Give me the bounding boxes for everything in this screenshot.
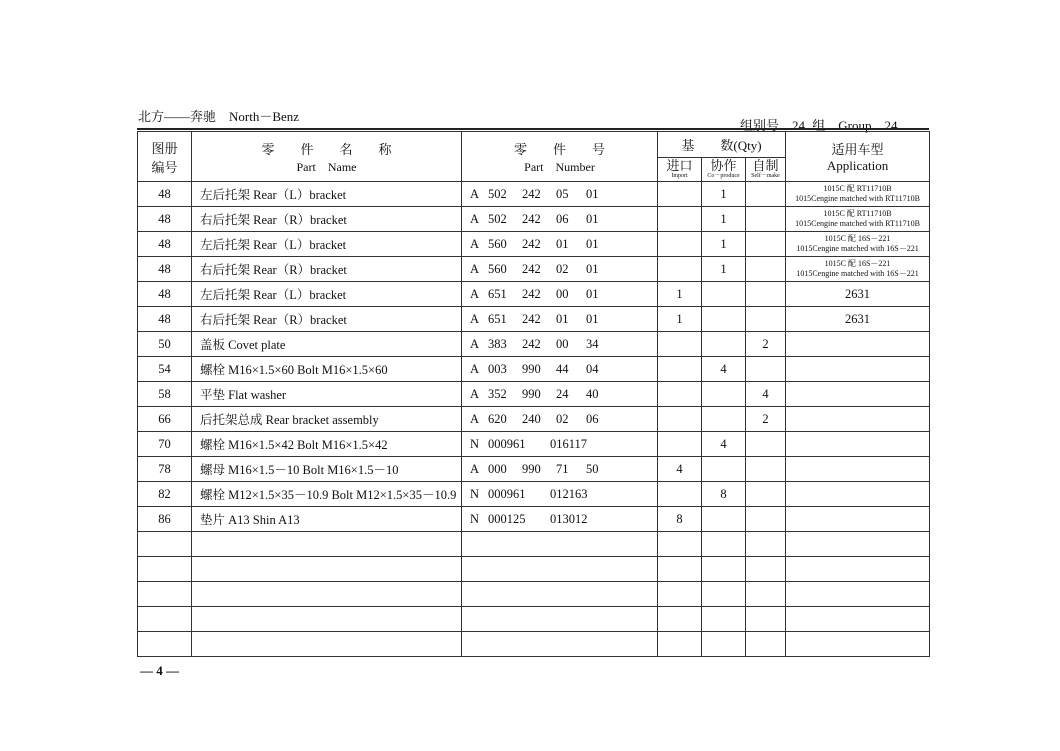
- qty-import-cell: 1: [658, 307, 702, 332]
- fig-number-cell: 54: [138, 357, 192, 382]
- qty-coproduce-cell: 4: [702, 357, 746, 382]
- qty-import-cell: [658, 432, 702, 457]
- part-number-segment: 242: [522, 261, 541, 276]
- qty-coproduce-cell: 1: [702, 207, 746, 232]
- qty-self-make-cell: [746, 257, 786, 282]
- part-name-cell: 垫片 A13 Shin A13: [192, 507, 462, 532]
- part-name-cell: 左后托架 Rear（L）bracket: [192, 182, 462, 207]
- empty-cell: [746, 557, 786, 582]
- part-number-cell: [462, 282, 658, 307]
- application-line-2: 1015Cengine matched with 16S－221: [796, 269, 919, 278]
- empty-cell: [138, 532, 192, 557]
- part-number-segment: 651: [488, 286, 507, 301]
- part-number-prefix: A: [470, 261, 480, 276]
- empty-table-row: [138, 532, 930, 557]
- part-number-segment: 003: [488, 361, 507, 376]
- table-row: [138, 407, 930, 432]
- table-row: [138, 232, 930, 257]
- qty-coproduce-cell: 4: [702, 432, 746, 457]
- empty-cell: [746, 582, 786, 607]
- fig-number-cell: 58: [138, 382, 192, 407]
- part-number-segment: 560: [488, 261, 507, 276]
- qty-import-cell: [658, 357, 702, 382]
- qty-import-cell: [658, 257, 702, 282]
- qty-coproduce-cell: [702, 507, 746, 532]
- empty-cell: [462, 532, 658, 557]
- application-cell: [786, 407, 930, 432]
- part-name-cell: 右后托架 Rear（R）bracket: [192, 207, 462, 232]
- qty-coproduce-cell: 1: [702, 232, 746, 257]
- application-line-1: 1015C 配 16S－221: [824, 234, 891, 243]
- part-number-cell: [462, 307, 658, 332]
- part-number-segment: 44: [556, 361, 569, 376]
- part-number-segment: 000961: [488, 436, 526, 451]
- qty-import-cell: [658, 407, 702, 432]
- application-header-en: Application: [826, 158, 889, 173]
- qty-coproduce-cell: 1: [702, 182, 746, 207]
- qty-self-make-cell: [746, 182, 786, 207]
- part-number-prefix: A: [470, 186, 480, 201]
- table-row: [138, 507, 930, 532]
- part-number-segment: 00: [556, 336, 569, 351]
- qty-coproduce-cell: [702, 282, 746, 307]
- qty-coproduce-cell: [702, 332, 746, 357]
- part-number-segment: 24: [556, 386, 569, 401]
- part-name-cell: 后托架总成 Rear bracket assembly: [192, 407, 462, 432]
- part-number-segment: 01: [586, 236, 599, 251]
- part-name-cell: 螺栓 M16×1.5×60 Bolt M16×1.5×60: [192, 357, 462, 382]
- qty-coproduce-cell: [702, 407, 746, 432]
- part-number-segment: 05: [556, 186, 569, 201]
- part-number-segment: 40: [586, 386, 599, 401]
- empty-cell: [138, 607, 192, 632]
- fig-number-cell: 50: [138, 332, 192, 357]
- empty-cell: [702, 632, 746, 657]
- empty-cell: [746, 532, 786, 557]
- part-number-segment: 06: [556, 211, 569, 226]
- self-make-header: [746, 158, 786, 182]
- part-number-cell: [462, 207, 658, 232]
- qty-import-cell: [658, 482, 702, 507]
- part-number-prefix: N: [470, 436, 480, 451]
- empty-table-row: [138, 557, 930, 582]
- fig-number-cell: 82: [138, 482, 192, 507]
- part-number-header-en: Part Number: [524, 159, 595, 174]
- coproduce-header-cn: 协作: [710, 158, 737, 173]
- qty-import-cell: 8: [658, 507, 702, 532]
- self-make-header-en: Self－make: [751, 173, 780, 179]
- fig-number-header-cn: 图册: [151, 140, 178, 156]
- part-number-prefix: N: [470, 511, 480, 526]
- qty-self-make-cell: [746, 232, 786, 257]
- empty-cell: [658, 557, 702, 582]
- empty-cell: [192, 532, 462, 557]
- empty-cell: [138, 557, 192, 582]
- part-number-segment: 01: [586, 261, 599, 276]
- fig-number-cell: 48: [138, 282, 192, 307]
- part-number-header-cn: 零 件 号: [513, 141, 605, 157]
- part-number-segment: 560: [488, 236, 507, 251]
- application-line-1: 1015C 配 16S－221: [824, 259, 891, 268]
- qty-import-cell: [658, 382, 702, 407]
- parts-table-body: [138, 182, 930, 657]
- qty-self-make-cell: [746, 357, 786, 382]
- qty-import-cell: [658, 332, 702, 357]
- application-cell: [786, 382, 930, 407]
- empty-cell: [462, 607, 658, 632]
- empty-cell: [702, 582, 746, 607]
- part-number-prefix: A: [470, 336, 480, 351]
- empty-cell: [192, 557, 462, 582]
- part-name-cell: 右后托架 Rear（R）bracket: [192, 307, 462, 332]
- empty-cell: [138, 582, 192, 607]
- empty-cell: [462, 557, 658, 582]
- part-number-segment: 01: [586, 186, 599, 201]
- part-number-segment: 000125: [488, 511, 526, 526]
- empty-cell: [702, 607, 746, 632]
- part-number-segment: 02: [556, 411, 569, 426]
- part-number-segment: 016117: [550, 436, 588, 451]
- part-number-segment: 242: [522, 211, 541, 226]
- fig-number-header-cn2: 编号: [151, 159, 178, 175]
- application-line-2: 1015Cengine matched with 16S－221: [796, 244, 919, 253]
- part-number-segment: 013012: [550, 511, 588, 526]
- empty-cell: [786, 557, 930, 582]
- part-number-segment: 01: [586, 286, 599, 301]
- part-name-header-en: Part Name: [296, 159, 357, 174]
- empty-cell: [746, 607, 786, 632]
- fig-number-header: [138, 132, 192, 182]
- qty-self-make-cell: [746, 207, 786, 232]
- application-cell: [786, 357, 930, 382]
- qty-import-cell: 4: [658, 457, 702, 482]
- application-cell: [786, 482, 930, 507]
- header-title: 北方——奔驰 North－Benz: [138, 109, 300, 124]
- part-number-segment: 01: [586, 211, 599, 226]
- part-number-segment: 000961: [488, 486, 526, 501]
- qty-coproduce-cell: 1: [702, 257, 746, 282]
- application-cell: [786, 332, 930, 357]
- qty-import-cell: [658, 182, 702, 207]
- qty-self-make-cell: [746, 457, 786, 482]
- part-name-cell: 螺母 M16×1.5－10 Bolt M16×1.5－10: [192, 457, 462, 482]
- self-make-header-cn: 自制: [752, 158, 779, 173]
- qty-self-make-cell: [746, 507, 786, 532]
- qty-header: 基 数(Qty): [658, 132, 786, 158]
- part-number-cell: [462, 182, 658, 207]
- part-number-segment: 242: [522, 336, 541, 351]
- part-number-cell: [462, 507, 658, 532]
- part-number-segment: 240: [522, 411, 541, 426]
- import-header-en: Import: [671, 173, 688, 179]
- header-rule: [137, 128, 929, 130]
- import-header-cn: 进口: [666, 158, 693, 173]
- part-number-segment: 242: [522, 236, 541, 251]
- fig-number-cell: 86: [138, 507, 192, 532]
- part-name-header: [192, 132, 462, 182]
- part-number-prefix: A: [470, 461, 480, 476]
- qty-self-make-cell: [746, 282, 786, 307]
- qty-self-make-cell: 2: [746, 407, 786, 432]
- application-cell: [786, 507, 930, 532]
- application-line-1: 2631: [845, 287, 871, 301]
- table-row: [138, 457, 930, 482]
- fig-number-cell: 66: [138, 407, 192, 432]
- fig-number-cell: 48: [138, 232, 192, 257]
- empty-cell: [786, 607, 930, 632]
- part-name-cell: 螺栓 M16×1.5×42 Bolt M16×1.5×42: [192, 432, 462, 457]
- empty-cell: [786, 582, 930, 607]
- table-row: [138, 282, 930, 307]
- table-row: [138, 432, 930, 457]
- empty-cell: [462, 632, 658, 657]
- parts-table: [137, 131, 930, 657]
- fig-number-cell: 70: [138, 432, 192, 457]
- qty-self-make-cell: 4: [746, 382, 786, 407]
- empty-cell: [462, 582, 658, 607]
- part-number-cell: [462, 432, 658, 457]
- qty-self-make-cell: [746, 432, 786, 457]
- coproduce-header-en: Co－produce: [707, 173, 740, 179]
- part-name-cell: 螺栓 M12×1.5×35－10.9 Bolt M12×1.5×35－10.9: [192, 482, 462, 507]
- fig-number-cell: 48: [138, 307, 192, 332]
- qty-coproduce-cell: [702, 382, 746, 407]
- part-number-segment: 00: [556, 286, 569, 301]
- part-number-prefix: A: [470, 386, 480, 401]
- application-line-2: 1015Cengine matched with RT11710B: [795, 194, 920, 203]
- part-number-segment: 02: [556, 261, 569, 276]
- application-cell: [786, 257, 930, 282]
- part-number-segment: 502: [488, 211, 507, 226]
- qty-coproduce-cell: 8: [702, 482, 746, 507]
- qty-coproduce-cell: [702, 307, 746, 332]
- part-number-prefix: A: [470, 311, 480, 326]
- part-number-segment: 01: [586, 311, 599, 326]
- part-number-segment: 502: [488, 186, 507, 201]
- application-header-cn: 适用车型: [831, 142, 884, 157]
- empty-cell: [658, 607, 702, 632]
- part-number-segment: 352: [488, 386, 507, 401]
- part-number-segment: 383: [488, 336, 507, 351]
- empty-cell: [702, 532, 746, 557]
- part-number-segment: 242: [522, 286, 541, 301]
- part-number-segment: 01: [556, 236, 569, 251]
- application-cell: [786, 182, 930, 207]
- empty-cell: [192, 632, 462, 657]
- import-header: [658, 158, 702, 182]
- table-row: [138, 482, 930, 507]
- empty-cell: [702, 557, 746, 582]
- application-line-1: 2631: [845, 312, 871, 326]
- empty-table-row: [138, 632, 930, 657]
- part-number-cell: [462, 407, 658, 432]
- coproduce-header: [702, 158, 746, 182]
- empty-cell: [138, 632, 192, 657]
- part-number-segment: 620: [488, 411, 507, 426]
- part-number-cell: [462, 482, 658, 507]
- part-number-segment: 012163: [550, 486, 588, 501]
- fig-number-cell: 48: [138, 257, 192, 282]
- empty-table-row: [138, 607, 930, 632]
- qty-self-make-cell: [746, 307, 786, 332]
- part-name-cell: 盖板 Covet plate: [192, 332, 462, 357]
- table-row: [138, 207, 930, 232]
- part-number-cell: [462, 457, 658, 482]
- qty-import-cell: [658, 207, 702, 232]
- part-number-segment: 04: [586, 361, 599, 376]
- table-row: [138, 332, 930, 357]
- fig-number-cell: 48: [138, 207, 192, 232]
- empty-cell: [786, 632, 930, 657]
- application-cell: [786, 457, 930, 482]
- qty-import-cell: 1: [658, 282, 702, 307]
- page-number: — 4 —: [140, 663, 179, 678]
- part-number-prefix: A: [470, 411, 480, 426]
- part-number-segment: 71: [556, 461, 569, 476]
- part-number-prefix: A: [470, 361, 480, 376]
- table-row: [138, 257, 930, 282]
- part-number-segment: 50: [586, 461, 599, 476]
- part-number-segment: 242: [522, 186, 541, 201]
- application-cell: [786, 232, 930, 257]
- part-number-prefix: A: [470, 211, 480, 226]
- part-number-segment: 01: [556, 311, 569, 326]
- application-cell: [786, 207, 930, 232]
- part-number-cell: [462, 332, 658, 357]
- group-number: 组别号 24 组 Group 24: [740, 118, 898, 133]
- empty-cell: [658, 532, 702, 557]
- application-cell: [786, 282, 930, 307]
- qty-self-make-cell: [746, 482, 786, 507]
- table-row: [138, 182, 930, 207]
- empty-cell: [192, 582, 462, 607]
- part-number-segment: 06: [586, 411, 599, 426]
- application-line-2: 1015Cengine matched with RT11710B: [795, 219, 920, 228]
- application-cell: [786, 432, 930, 457]
- part-number-cell: [462, 382, 658, 407]
- empty-table-row: [138, 582, 930, 607]
- part-number-segment: 242: [522, 311, 541, 326]
- table-row: [138, 382, 930, 407]
- application-header: [786, 132, 930, 182]
- empty-cell: [658, 582, 702, 607]
- part-number-prefix: A: [470, 236, 480, 251]
- part-name-cell: 左后托架 Rear（L）bracket: [192, 232, 462, 257]
- empty-cell: [192, 607, 462, 632]
- empty-cell: [786, 532, 930, 557]
- part-number-cell: [462, 232, 658, 257]
- fig-number-cell: 48: [138, 182, 192, 207]
- part-number-cell: [462, 257, 658, 282]
- application-line-1: 1015C 配 RT11710B: [823, 184, 892, 193]
- part-name-header-cn: 零 件 名 称: [261, 141, 392, 157]
- qty-import-cell: [658, 232, 702, 257]
- table-row: [138, 357, 930, 382]
- empty-cell: [746, 632, 786, 657]
- qty-coproduce-cell: [702, 457, 746, 482]
- part-name-cell: 平垫 Flat washer: [192, 382, 462, 407]
- part-name-cell: 右后托架 Rear（R）bracket: [192, 257, 462, 282]
- part-number-segment: 34: [586, 336, 599, 351]
- part-number-cell: [462, 357, 658, 382]
- table-row: [138, 307, 930, 332]
- empty-cell: [658, 632, 702, 657]
- fig-number-cell: 78: [138, 457, 192, 482]
- part-number-segment: 990: [522, 386, 541, 401]
- part-number-segment: 990: [522, 361, 541, 376]
- application-cell: [786, 307, 930, 332]
- qty-self-make-cell: 2: [746, 332, 786, 357]
- part-name-cell: 左后托架 Rear（L）bracket: [192, 282, 462, 307]
- part-number-header: [462, 132, 658, 182]
- part-number-segment: 990: [522, 461, 541, 476]
- part-number-segment: 000: [488, 461, 507, 476]
- part-number-prefix: N: [470, 486, 480, 501]
- part-number-segment: 651: [488, 311, 507, 326]
- part-number-prefix: A: [470, 286, 480, 301]
- application-line-1: 1015C 配 RT11710B: [823, 209, 892, 218]
